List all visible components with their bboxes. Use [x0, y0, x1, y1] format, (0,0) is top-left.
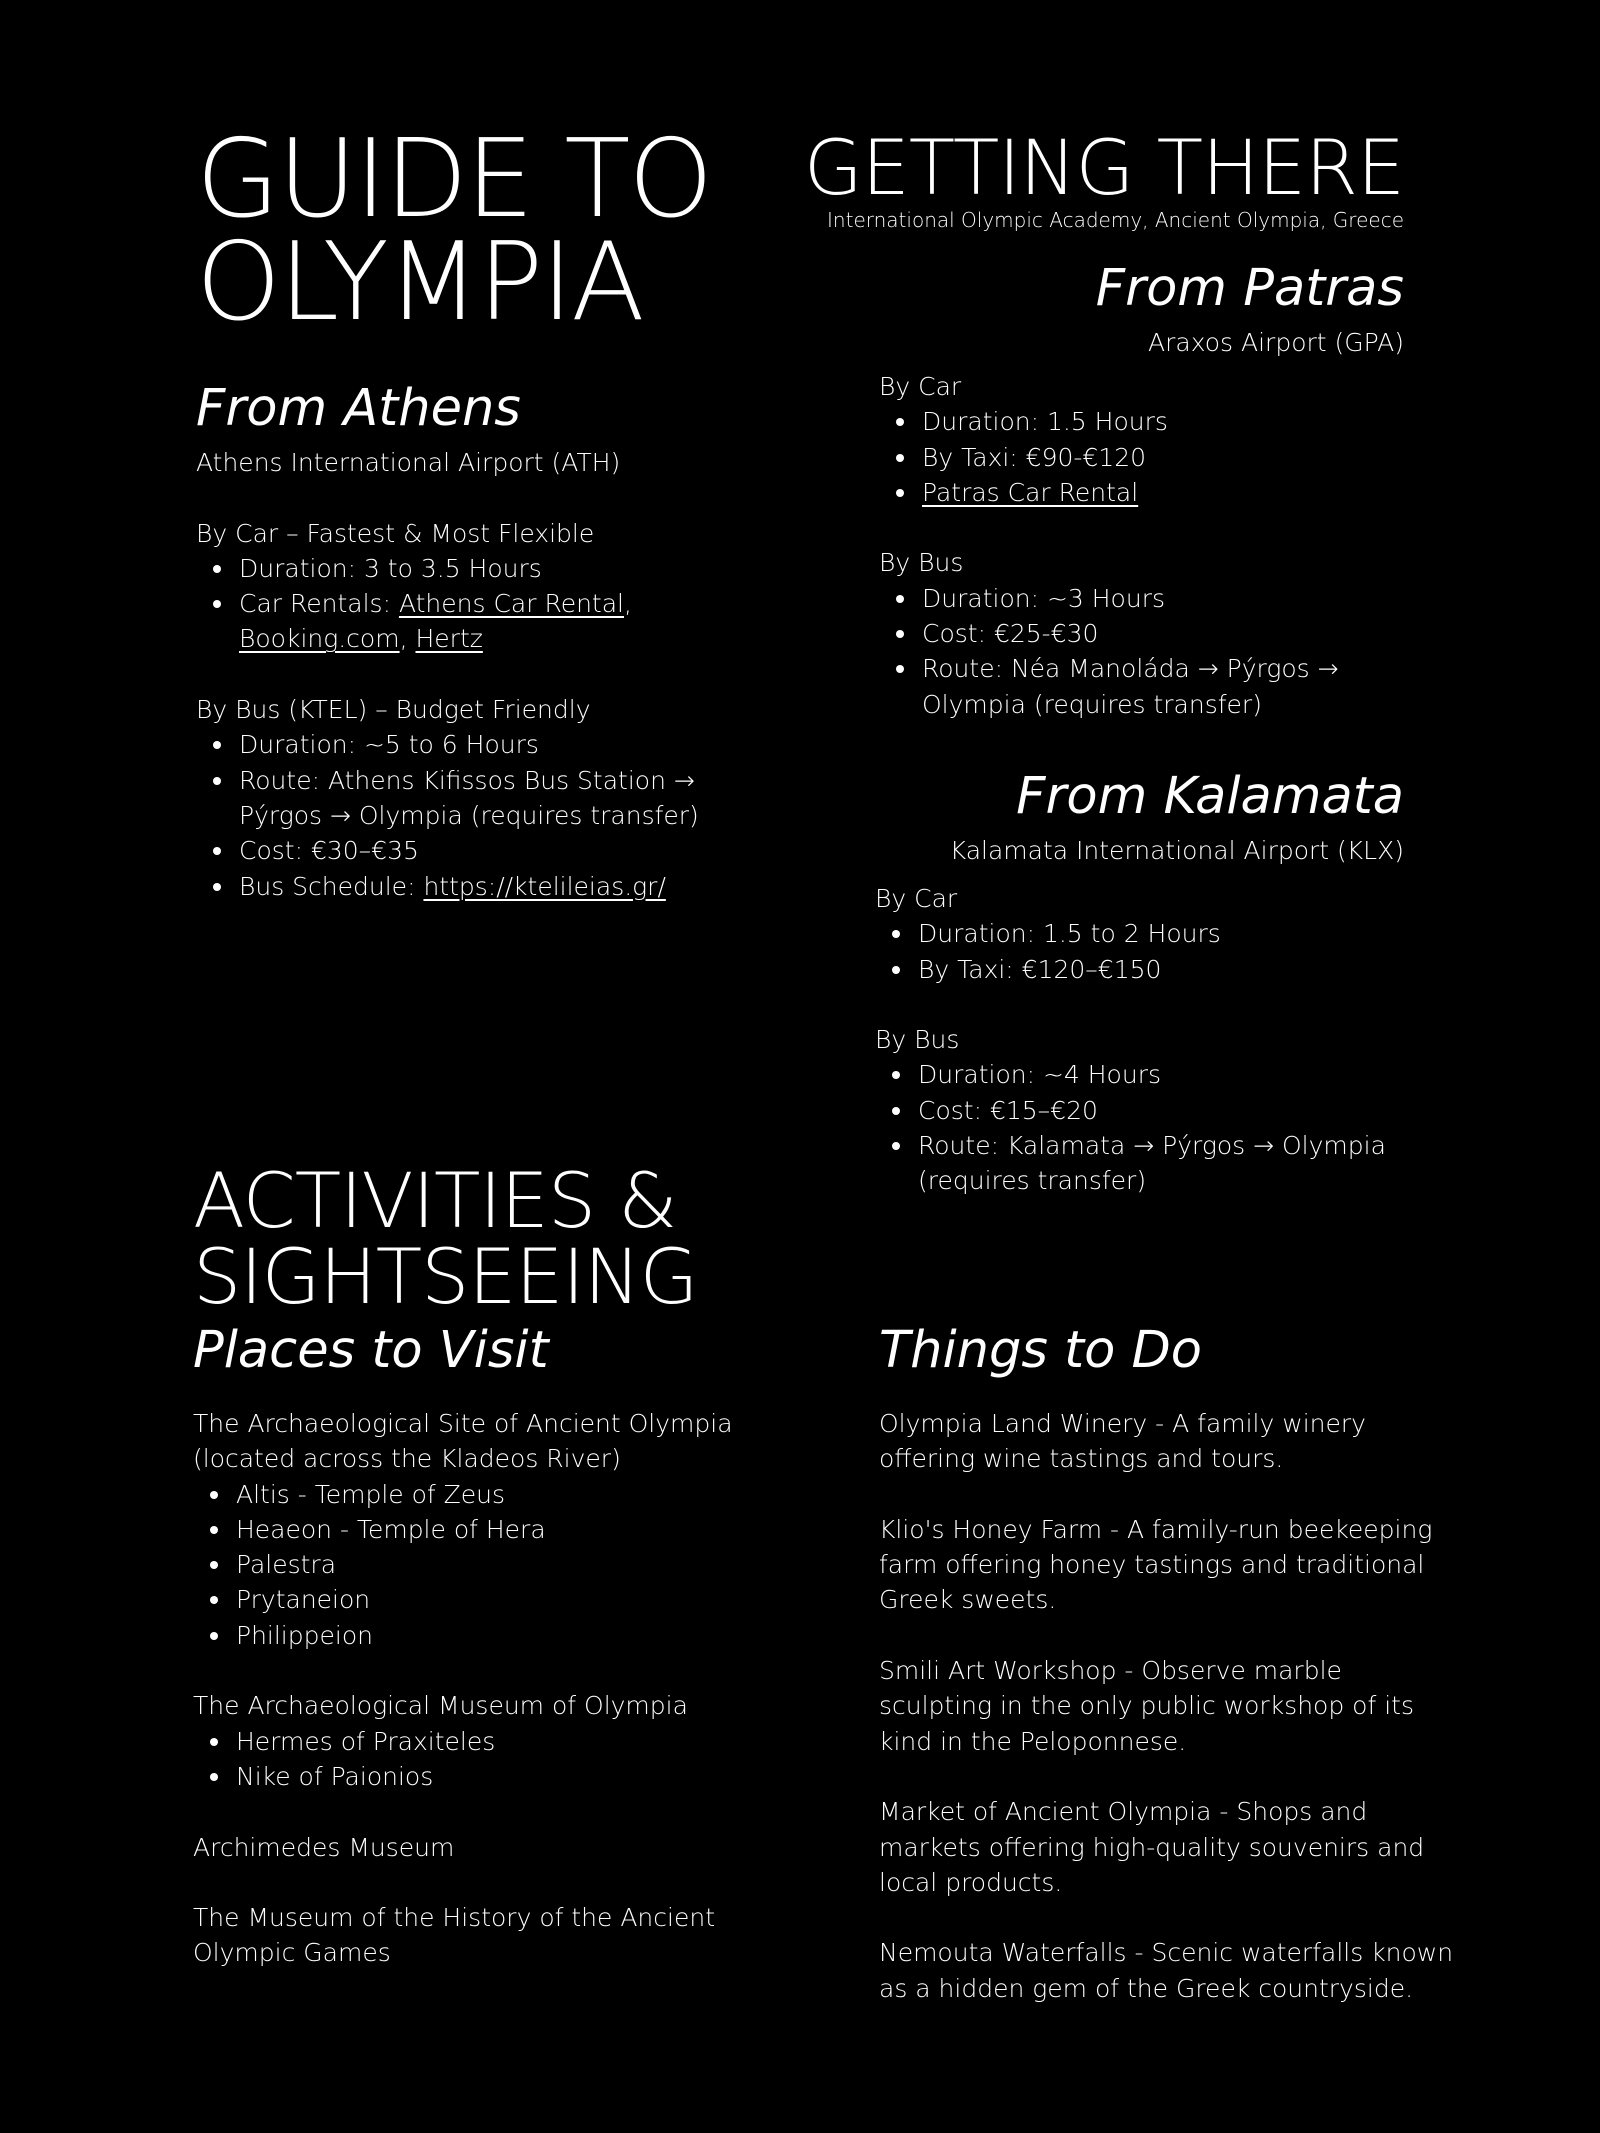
- athens-car-list: [196, 551, 756, 657]
- athens-by-car: [196, 516, 756, 657]
- kalamata-details: [875, 881, 1435, 1199]
- things-entry-market: [879, 1794, 1499, 1900]
- guide-title: [196, 117, 712, 345]
- bus-schedule-link[interactable]: https://ktelileias.gr/: [423, 871, 666, 901]
- route-line2: Pýrgos → Olympia (requires transfer): [239, 800, 699, 830]
- list-item: [239, 763, 756, 834]
- entry-line: Klio's Honey Farm - A family-run beekeeping: [879, 1514, 1433, 1544]
- things-entry-honey-farm: [879, 1512, 1499, 1618]
- kalamata-airport: Kalamata International Airport (KLX): [949, 836, 1404, 865]
- entry-line: Market of Ancient Olympia - Shops and: [879, 1797, 1368, 1827]
- patras-by-bus-label: By Bus: [879, 548, 964, 578]
- list-item: [918, 1128, 1435, 1199]
- athens-by-car-label: By Car – Fastest & Most Flexible: [196, 518, 595, 548]
- kalamata-car-list: [875, 916, 1435, 987]
- from-athens-section: [196, 379, 756, 904]
- from-kalamata-header: [704, 767, 1404, 868]
- route-line1: Route: Néa Manoláda → Pýrgos →: [922, 654, 1339, 684]
- site-items: [193, 1477, 793, 1653]
- history-museum-line2: Olympic Games: [193, 1938, 391, 1968]
- list-item: Cost: €15–€20: [918, 1093, 1435, 1128]
- entry-line: kind in the Peloponnese.: [879, 1726, 1187, 1756]
- getting-there-address: International Olympic Academy, Ancient Olympia, Greece: [827, 208, 1404, 232]
- list-item: Duration: ~5 to 6 Hours: [239, 727, 756, 762]
- list-item: Car Rentals: Athens Car Rental, Booking.com, Hertz: [239, 586, 756, 657]
- list-item: Palestra: [236, 1547, 793, 1582]
- places-list: [193, 1406, 793, 1971]
- list-item: Heaeon - Temple of Hera: [236, 1512, 793, 1547]
- list-item: [922, 651, 1439, 722]
- hertz-link[interactable]: Hertz: [415, 624, 483, 654]
- athens-airport: Athens International Airport (ATH): [196, 448, 621, 477]
- list-item: Altis - Temple of Zeus: [236, 1477, 793, 1512]
- from-patras-heading: From Patras: [1095, 259, 1404, 318]
- list-item: Cost: €25-€30: [922, 616, 1439, 651]
- list-item: Duration: ~3 Hours: [922, 581, 1439, 616]
- site-line2: (located across the Kladeos River): [193, 1444, 621, 1474]
- athens-by-bus-label: By Bus (KTEL) – Budget Friendly: [196, 695, 591, 725]
- patras-bus-list: [879, 581, 1439, 722]
- list-item: Hermes of Praxiteles: [236, 1724, 793, 1759]
- things-section: [879, 1321, 1499, 2006]
- patras-airport: Araxos Airport (GPA): [1148, 328, 1404, 357]
- places-heading: Places to Visit: [193, 1321, 549, 1380]
- entry-line: farm offering honey tastings and traditional: [879, 1550, 1425, 1580]
- list-item: [922, 475, 1439, 510]
- entry-line: local products.: [879, 1867, 1063, 1897]
- from-patras-header: [804, 259, 1404, 360]
- site-line1: The Archaeological Site of Ancient Olympia: [193, 1409, 733, 1438]
- entry-line: Greek sweets.: [879, 1585, 1057, 1615]
- list-item: Duration: 3 to 3.5 Hours: [239, 551, 756, 586]
- list-item: [239, 869, 756, 904]
- list-item: Duration: 1.5 Hours: [922, 404, 1439, 439]
- route-line1: Route: Kalamata → Pýrgos → Olympia: [918, 1131, 1386, 1161]
- patras-car-rental-link[interactable]: Patras Car Rental: [922, 477, 1139, 507]
- history-museum-line1: The Museum of the History of the Ancient: [193, 1903, 715, 1933]
- things-list: [879, 1406, 1499, 2006]
- guide-title-line1: GUIDE TO: [196, 117, 712, 242]
- places-section: [193, 1321, 793, 1971]
- entry-line: Smili Art Workshop - Observe marble: [879, 1656, 1342, 1686]
- activities-title-line1: ACTIVITIES &: [193, 1156, 677, 1245]
- getting-there-header: [704, 123, 1404, 232]
- car-rentals-prefix: Car Rentals:: [239, 589, 399, 619]
- route-line2: Olympia (requires transfer): [922, 689, 1262, 719]
- booking-link[interactable]: Booking.com: [239, 624, 400, 654]
- archimedes-museum: Archimedes Museum: [193, 1832, 455, 1862]
- patras-by-car-label: By Car: [879, 372, 962, 401]
- entry-line: offering wine tastings and tours.: [879, 1444, 1284, 1474]
- patras-details: [879, 369, 1439, 722]
- athens-by-bus: [196, 692, 756, 904]
- things-entry-art-workshop: [879, 1653, 1499, 1759]
- entry-line: sculpting in the only public workshop of its: [879, 1691, 1414, 1721]
- guide-title-line2: OLYMPIA: [196, 220, 643, 345]
- things-entry-waterfalls: [879, 1935, 1499, 2006]
- list-item: By Taxi: €90-€120: [922, 440, 1439, 475]
- getting-there-title: GETTING THERE: [803, 123, 1404, 212]
- route-line2: (requires transfer): [918, 1166, 1147, 1196]
- list-item: Cost: €30–€35: [239, 833, 756, 868]
- activities-title: [193, 1156, 698, 1321]
- list-item: Duration: 1.5 to 2 Hours: [918, 916, 1435, 951]
- athens-car-rental-link[interactable]: Athens Car Rental: [398, 589, 624, 619]
- list-item: Nike of Paionios: [236, 1759, 793, 1794]
- kalamata-by-car-label: By Car: [875, 884, 958, 913]
- athens-bus-list: [196, 727, 756, 903]
- from-athens-heading: From Athens: [196, 379, 521, 438]
- route-line1: Route: Athens Kifissos Bus Station →: [239, 765, 695, 795]
- kalamata-by-bus-label: By Bus: [875, 1025, 960, 1055]
- entry-line: Olympia Land Winery - A family winery: [879, 1409, 1366, 1438]
- entry-line: Nemouta Waterfalls - Scenic waterfalls known: [879, 1938, 1454, 1968]
- entry-line: markets offering high-quality souvenirs and: [879, 1832, 1425, 1862]
- bus-schedule-prefix: Bus Schedule:: [239, 871, 424, 901]
- things-entry-winery: [879, 1406, 1499, 1477]
- list-item: By Taxi: €120–€150: [918, 952, 1435, 987]
- list-item: Philippeion: [236, 1618, 793, 1653]
- things-heading: Things to Do: [879, 1321, 1203, 1380]
- museum-title: The Archaeological Museum of Olympia: [193, 1691, 688, 1721]
- from-kalamata-heading: From Kalamata: [1016, 767, 1404, 826]
- museum-items: [193, 1724, 793, 1795]
- activities-title-line2: SIGHTSEEING: [193, 1232, 698, 1321]
- entry-line: as a hidden gem of the Greek countryside.: [879, 1973, 1414, 2003]
- list-item: Duration: ~4 Hours: [918, 1057, 1435, 1092]
- list-item: Prytaneion: [236, 1582, 793, 1617]
- patras-car-list: [879, 404, 1439, 510]
- kalamata-bus-list: [875, 1057, 1435, 1198]
